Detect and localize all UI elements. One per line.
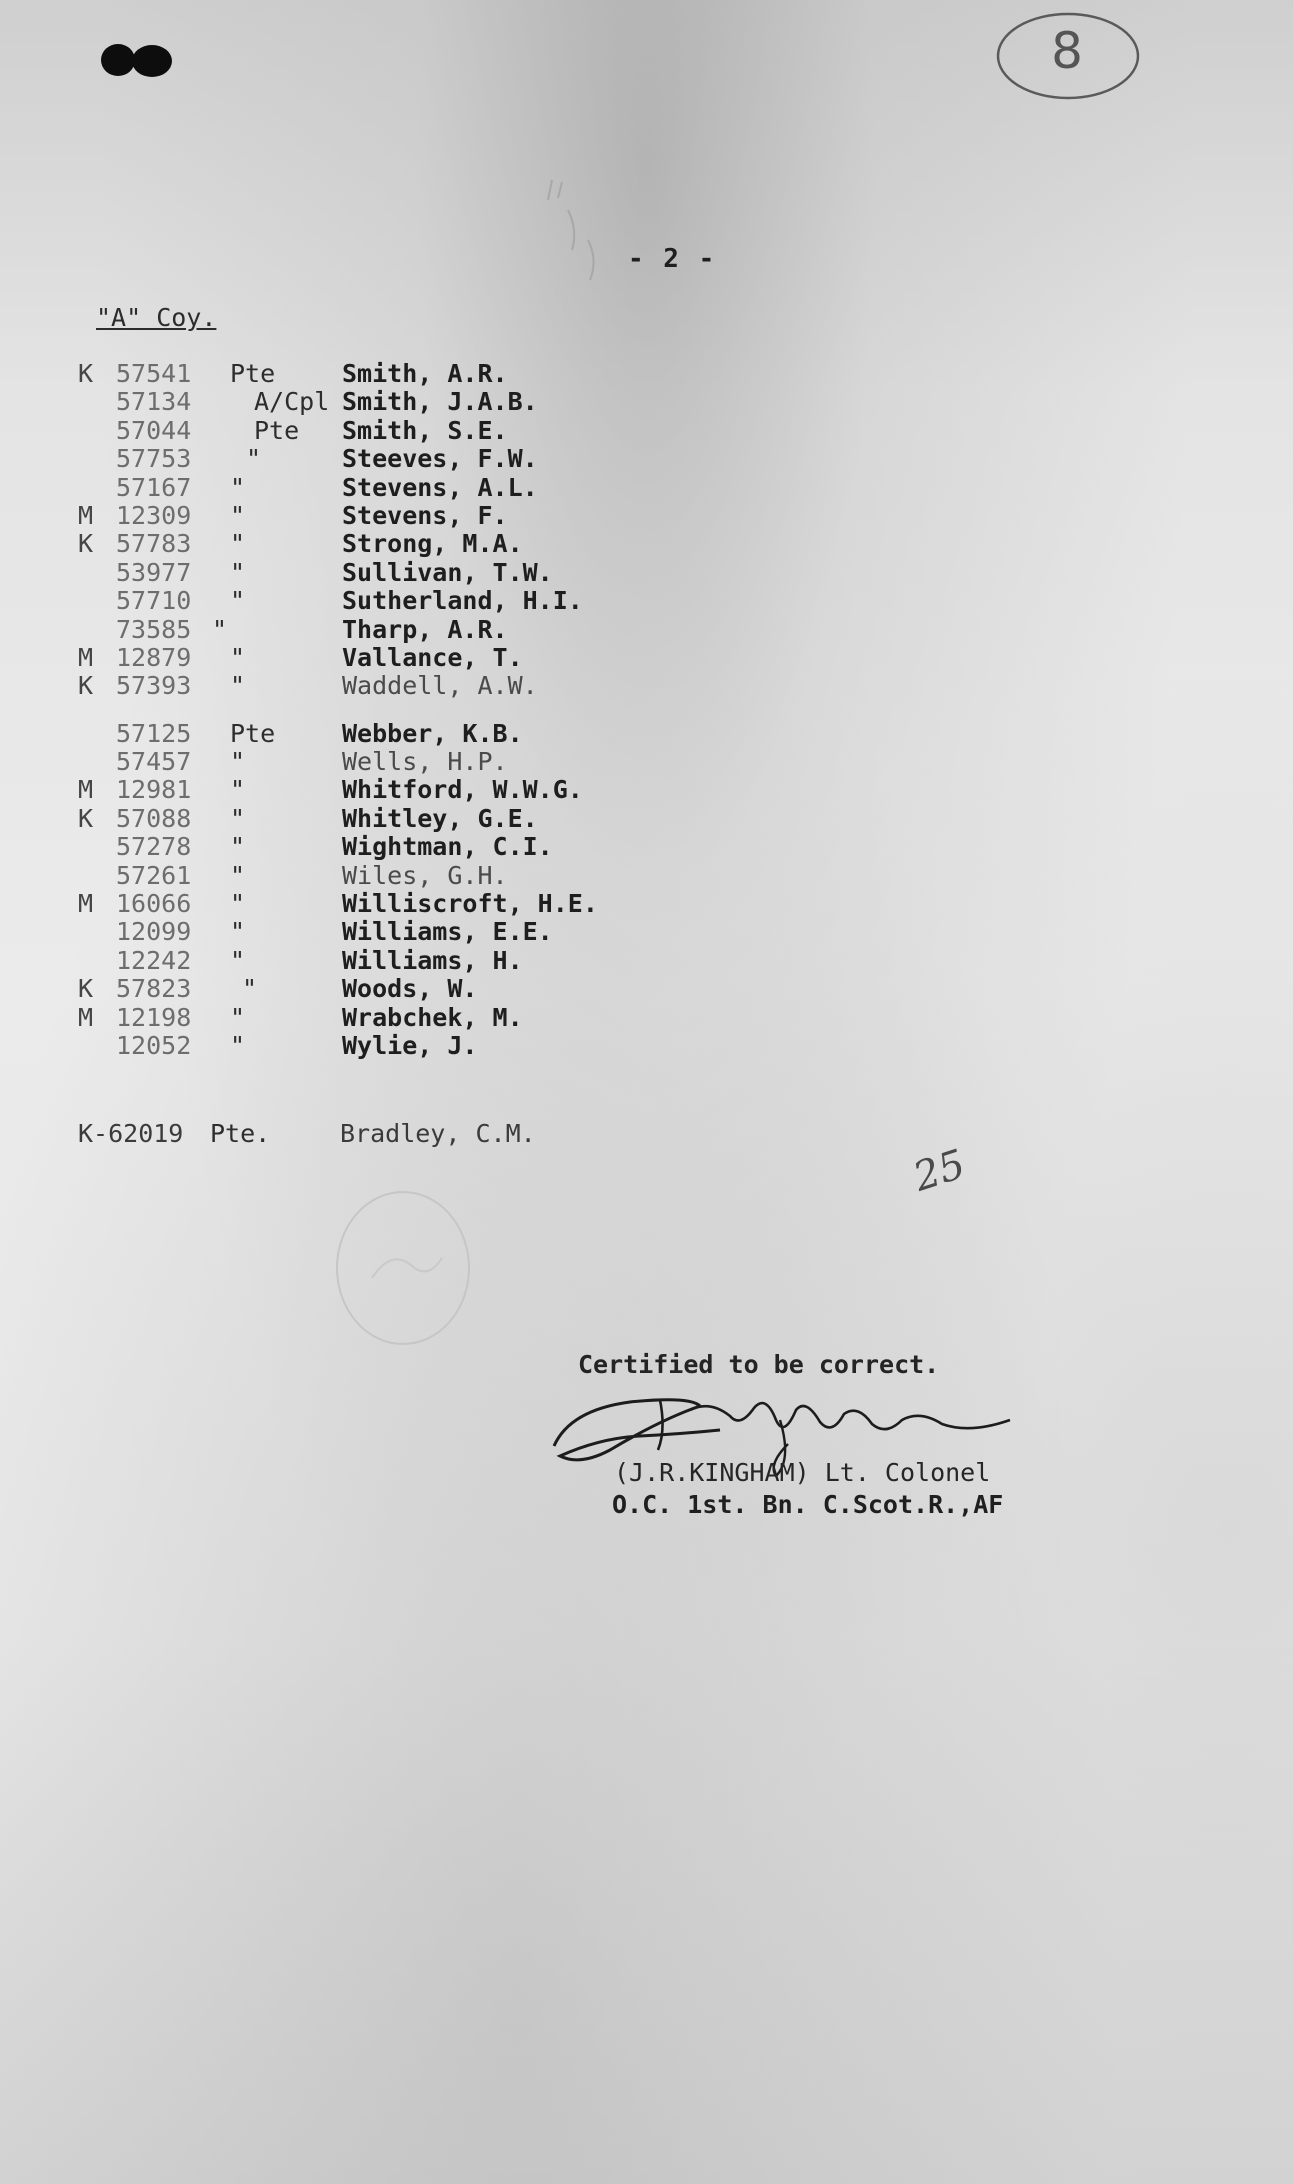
roster-rank: " [242, 974, 258, 1004]
page-number-circle [994, 6, 1142, 102]
roster-name: Smith, A.R. [342, 359, 508, 388]
roster-number: 57541 [116, 359, 192, 388]
roster-row [78, 444, 538, 474]
roster-prefix: M [78, 1002, 94, 1032]
roster-name: Wylie, J. [342, 1030, 478, 1060]
roster-rank: " [230, 803, 246, 833]
roster-name: Woods, W. [342, 974, 478, 1004]
roster-name: Waddell, A.W. [342, 671, 538, 701]
roster-number: 73585 [116, 614, 192, 644]
punch-hole-mark [100, 42, 174, 78]
roster-name: Wightman, C.I. [342, 832, 553, 862]
roster-row [78, 747, 508, 777]
roster-prefix: K [78, 671, 94, 701]
roster-number: 57783 [116, 529, 192, 559]
roster-rank: " [230, 671, 246, 701]
roster-row [78, 557, 553, 587]
roster-name: Wrabchek, M. [342, 1002, 523, 1032]
roster-name: Stevens, A.L. [342, 472, 538, 502]
roster-name: Bradley, C.M. [340, 1119, 536, 1149]
roster-list [78, 359, 598, 1149]
roster-prefix: K [78, 529, 94, 559]
roster-prefix: M [78, 500, 94, 530]
certification-text: Certified to be correct. [578, 1350, 940, 1379]
roster-row [78, 945, 523, 975]
roster-number: 57393 [116, 671, 192, 701]
roster-name: Williams, E.E. [342, 917, 553, 947]
roster-rank: " [230, 472, 246, 502]
roster-row [78, 860, 508, 890]
faint-pencil-marks [528, 170, 638, 290]
roster-name: Williscroft, H.E. [342, 889, 598, 919]
roster-rank: A/Cpl [254, 387, 330, 417]
roster-number: 57134 [116, 387, 192, 417]
roster-rank: " [230, 1002, 246, 1032]
roster-row [78, 359, 508, 388]
roster-prefix: M [78, 642, 94, 672]
roster-number: 57044 [116, 415, 192, 445]
roster-rank: " [230, 775, 246, 805]
roster-name: Wiles, G.H. [342, 860, 508, 890]
roster-row [78, 387, 538, 417]
page-number: 8 [1051, 22, 1083, 80]
roster-row [78, 889, 598, 919]
roster-number: 12981 [116, 775, 192, 805]
roster-prefix: K [78, 359, 94, 388]
pencil-note [900, 1128, 980, 1208]
roster-number: 57710 [116, 586, 192, 616]
roster-row [78, 529, 523, 559]
roster-number: 57457 [116, 747, 192, 777]
roster-name: Smith, J.A.B. [342, 387, 538, 417]
roster-number: 16066 [116, 889, 192, 919]
roster-number: 57125 [116, 718, 192, 748]
roster-rank: Pte. [210, 1119, 271, 1149]
roster-name: Stevens, F. [342, 500, 508, 530]
roster-rank: " [230, 557, 246, 587]
roster-number: 12879 [116, 642, 192, 672]
roster-row [78, 974, 478, 1004]
roster-rank: " [246, 444, 262, 474]
roster-row [78, 718, 523, 748]
roster-rank: " [230, 500, 246, 530]
roster-number: 12242 [116, 945, 192, 975]
roster-rank: " [230, 917, 246, 947]
faded-stamp [332, 1188, 474, 1348]
roster-rank: " [230, 586, 246, 616]
roster-name: Wells, H.P. [342, 747, 508, 777]
company-heading: "A" Coy. [96, 303, 217, 332]
pencil-note-text: 25 [908, 1141, 971, 1201]
roster-rank: " [230, 747, 246, 777]
roster-row [78, 1002, 523, 1032]
roster-name: Whitley, G.E. [342, 803, 538, 833]
roster-row [78, 1030, 478, 1060]
roster-number: 12309 [116, 500, 192, 530]
roster-name: Steeves, F.W. [342, 444, 538, 474]
roster-name: Tharp, A.R. [342, 614, 508, 644]
roster-rank: Pte [230, 718, 276, 748]
roster-rank: " [230, 889, 246, 919]
roster-prefix: K [78, 974, 94, 1004]
roster-rank: Pte [230, 359, 276, 388]
roster-rank: " [230, 529, 246, 559]
roster-row [78, 642, 523, 672]
roster-number: 57088 [116, 803, 192, 833]
page-header: - 2 - [628, 244, 717, 274]
roster-row [78, 775, 583, 805]
roster-rank: " [230, 832, 246, 862]
roster-number: 12198 [116, 1002, 192, 1032]
roster-row [78, 671, 538, 701]
roster-name: Sutherland, H.I. [342, 586, 583, 616]
roster-row [78, 917, 553, 947]
roster-number: 12099 [116, 917, 192, 947]
roster-name: Whitford, W.W.G. [342, 775, 583, 805]
roster-prefix: K [78, 803, 94, 833]
roster-rank: " [230, 860, 246, 890]
signatory-unit: O.C. 1st. Bn. C.Scot.R.,AF [612, 1490, 1004, 1519]
roster-name: Smith, S.E. [342, 415, 508, 445]
roster-number: 57753 [116, 444, 192, 474]
roster-row-additional [78, 1119, 536, 1149]
roster-number: 57261 [116, 860, 192, 890]
roster-number: 57167 [116, 472, 192, 502]
roster-row [78, 586, 583, 616]
roster-rank: " [230, 642, 246, 672]
roster-rank: Pte [254, 415, 300, 445]
roster-rank: " [212, 614, 228, 644]
roster-number: 53977 [116, 557, 192, 587]
roster-number: K-62019 [78, 1119, 184, 1149]
roster-prefix: M [78, 775, 94, 805]
roster-name: Vallance, T. [342, 642, 523, 672]
roster-row [78, 803, 538, 833]
roster-row [78, 500, 508, 530]
roster-row [78, 415, 508, 445]
roster-number: 57823 [116, 974, 192, 1004]
roster-number: 12052 [116, 1030, 192, 1060]
roster-name: Webber, K.B. [342, 718, 523, 748]
roster-rank: " [230, 945, 246, 975]
roster-name: Williams, H. [342, 945, 523, 975]
roster-name: Strong, M.A. [342, 529, 523, 559]
roster-prefix: M [78, 889, 94, 919]
roster-row [78, 614, 508, 644]
roster-row [78, 472, 538, 502]
roster-name: Sullivan, T.W. [342, 557, 553, 587]
roster-row [78, 832, 553, 862]
roster-rank: " [230, 1030, 246, 1060]
roster-number: 57278 [116, 832, 192, 862]
signatory-name: (J.R.KINGHAM) Lt. Colonel [614, 1458, 991, 1487]
